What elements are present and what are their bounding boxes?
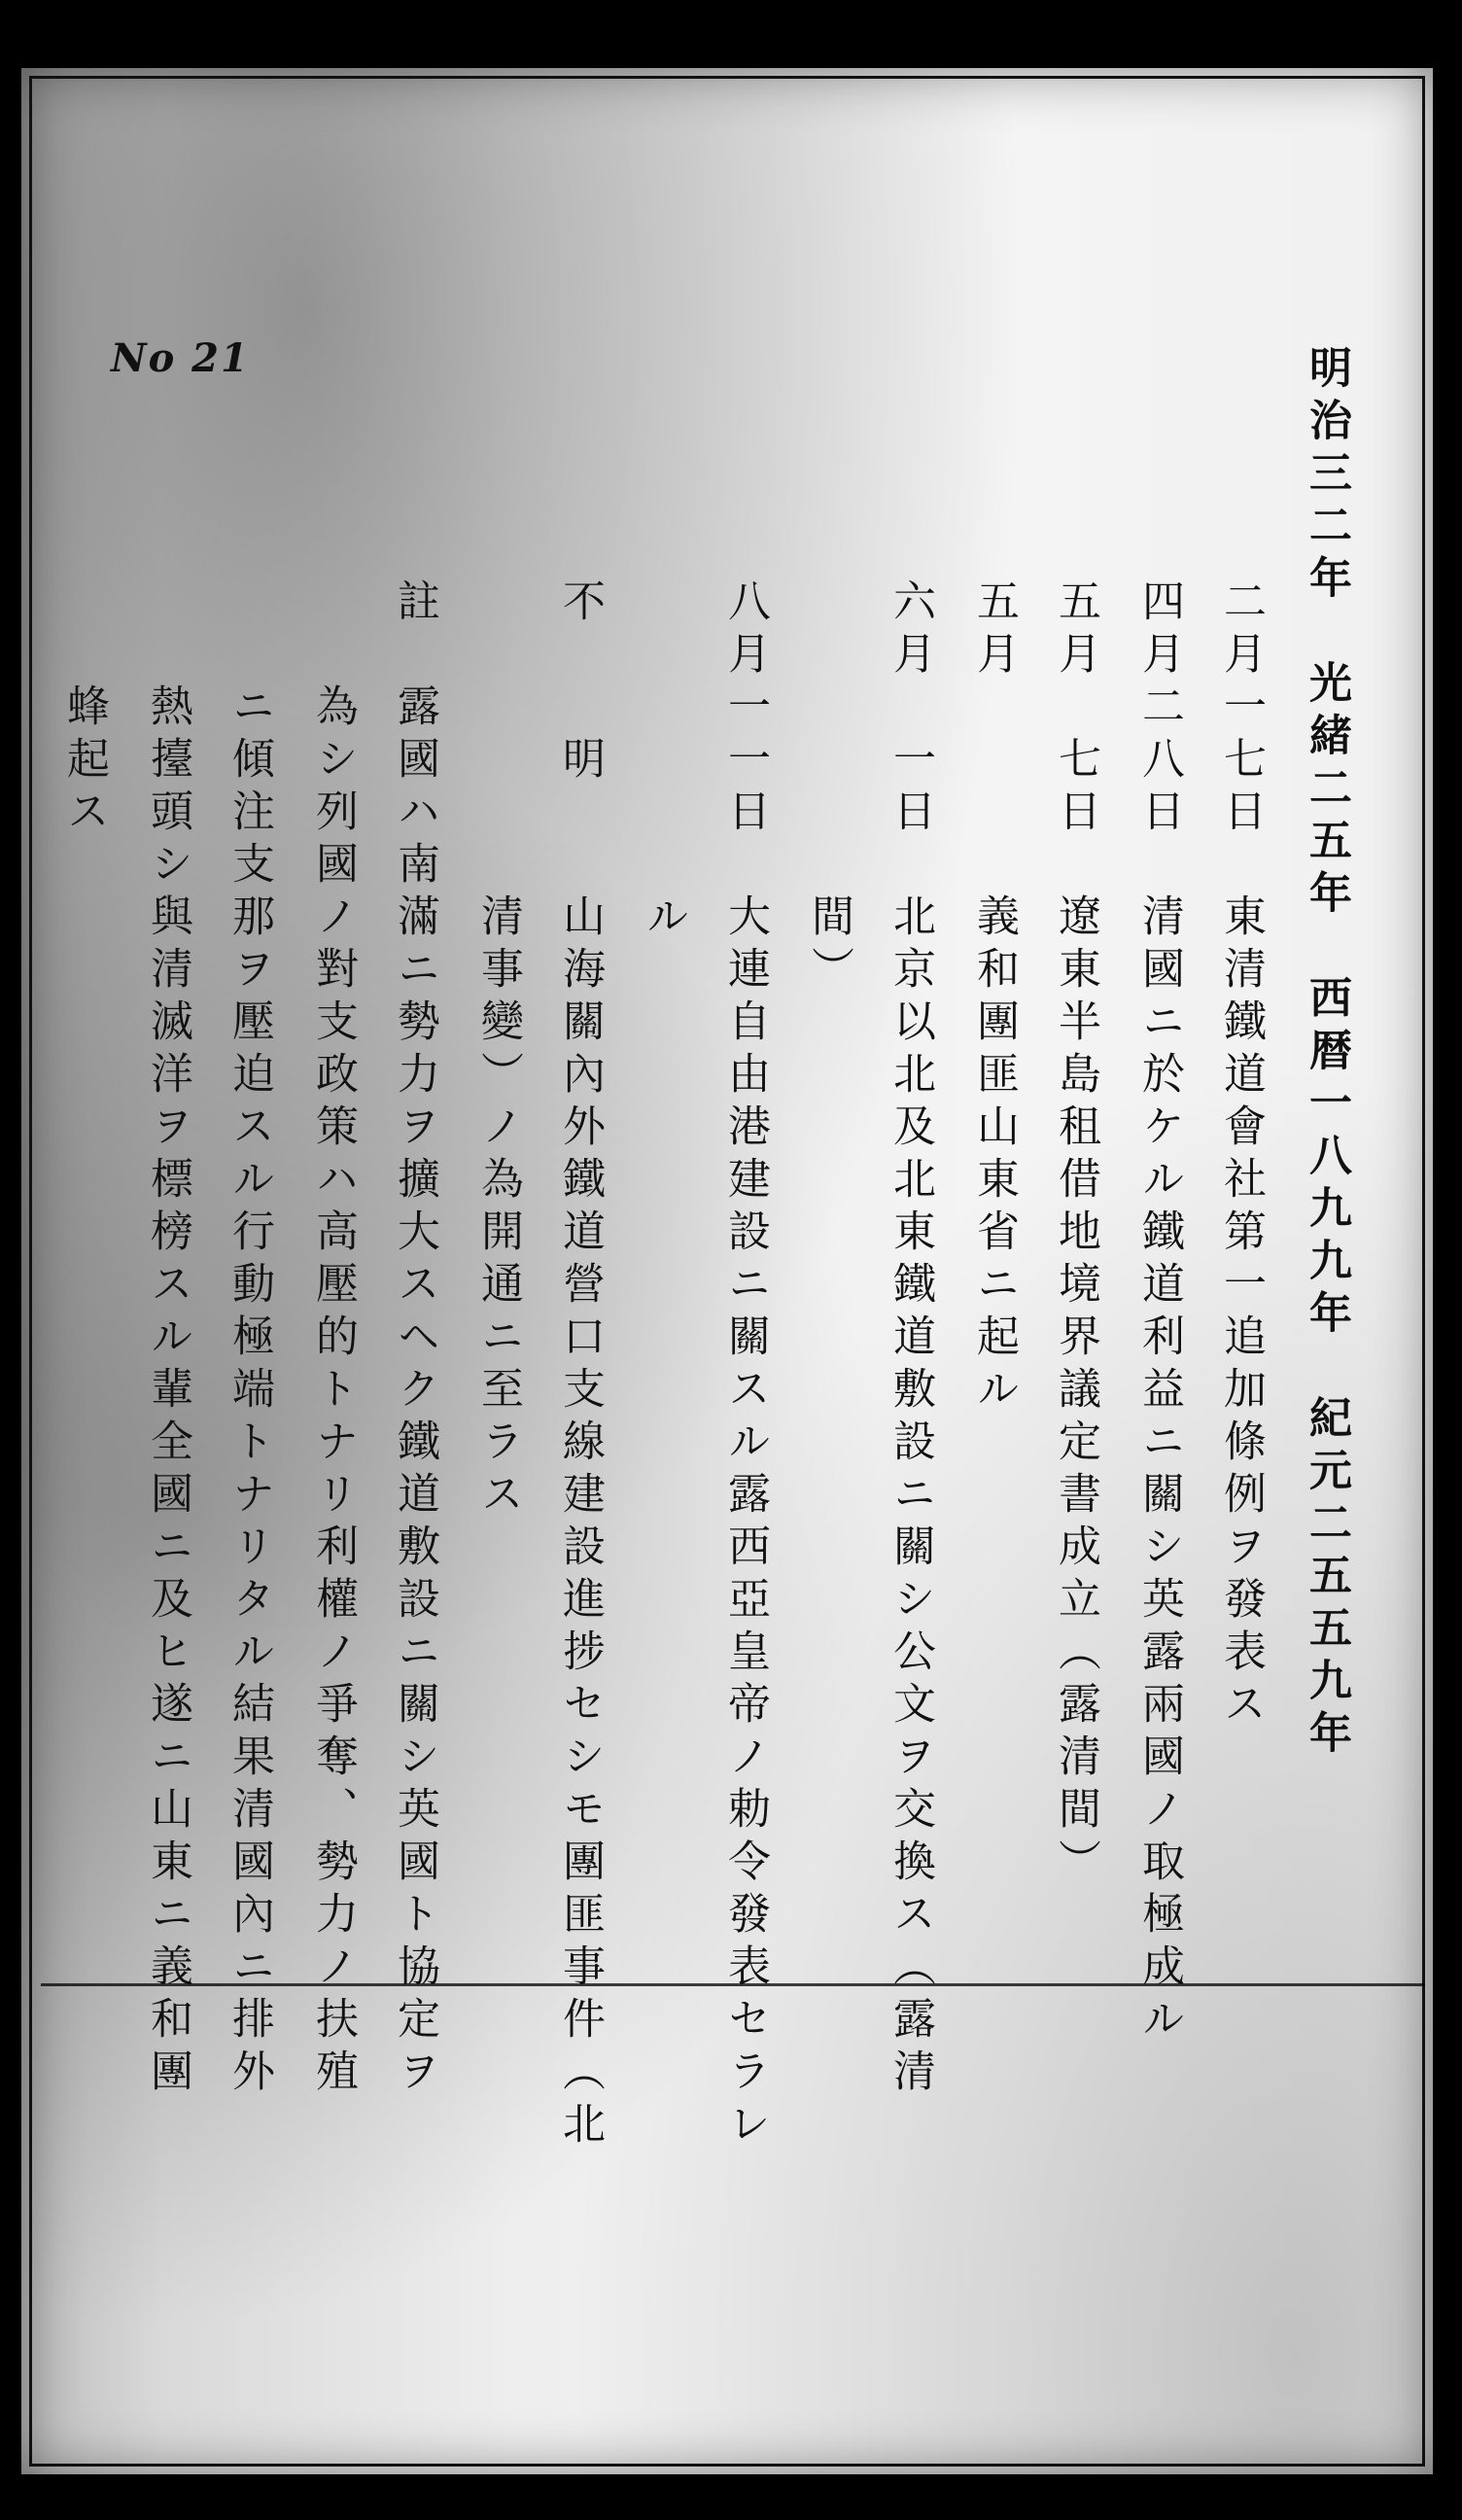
page-number: No 21 xyxy=(111,335,250,381)
entry-line-10: 清事變）ノ為開通ニ至ラス xyxy=(473,578,523,1523)
entry-line-2: 四月二八日 清國ニ於ケル鐵道利益ニ關シ英露兩國ノ取極成ル xyxy=(1134,578,1184,2048)
entry-line-6: 間） xyxy=(804,578,853,998)
entry-line-3: 五月 七日 遼東半島租借地境界議定書成立（露清間） xyxy=(1051,578,1100,1891)
note-line-2: 為シ列國ノ對支政策ハ高壓的トナリ利權ノ爭奪、勢力ノ扶殖 xyxy=(308,578,358,2101)
note-line-5: 蜂起ス xyxy=(59,578,109,841)
note-line-4: 熱擡頭シ與清滅洋ヲ標榜スル輩全國ニ及ヒ遂ニ山東ニ義和團 xyxy=(143,578,192,2101)
note-line-3: ニ傾注支那ヲ壓迫スル行動極端トナリタル結果清國內ニ排外 xyxy=(225,578,274,2101)
entry-line-8: ル xyxy=(639,578,688,946)
entry-line-1: 二月一七日 東清鐵道會社第一追加條例ヲ發表ス xyxy=(1216,578,1266,1733)
entry-line-9: 不 明 山海關內外鐵道營口支線建設進捗セシモ團匪事件（北 xyxy=(555,578,605,2153)
note-line-1: 註 露國ハ南滿ニ勢力ヲ擴大スヘク鐵道敷設ニ關シ英國ト協定ヲ xyxy=(390,578,439,2101)
document-page xyxy=(21,68,1433,2474)
entry-line-5: 六月 一日 北京以北及北東鐵道敷設ニ關シ公文ヲ交換ス（露清 xyxy=(886,578,935,2101)
entry-line-7: 八月一一日 大連自由港建設ニ關スル露西亞皇帝ノ勅令發表セラレ xyxy=(720,578,770,2153)
entry-line-4: 五月 義和團匪山東省ニ起ル xyxy=(969,578,1019,1418)
header-line-date-era: 明治三二年 光緒二五年 西暦一八九九年 紀元二五五九年 xyxy=(1302,345,1351,1763)
